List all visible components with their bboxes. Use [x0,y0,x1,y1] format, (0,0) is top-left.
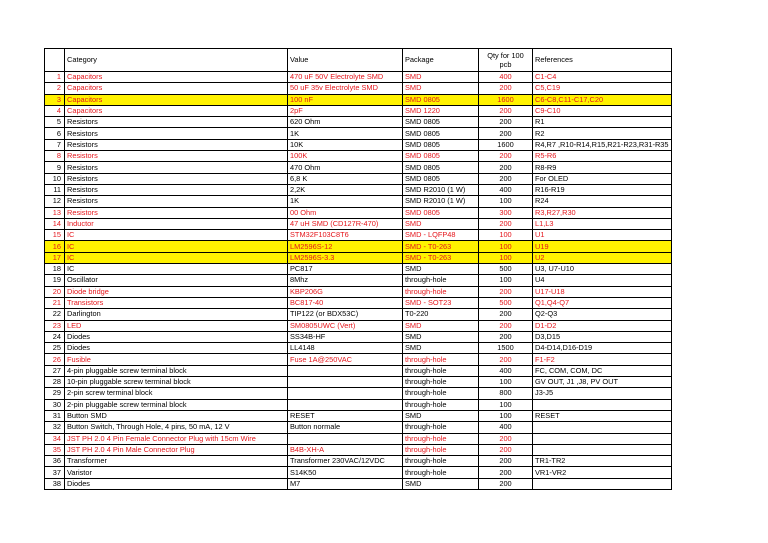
cell-qty: 200 [479,151,533,162]
cell-references: U2 [533,252,672,263]
header-num [45,49,65,72]
cell-references: RESET [533,410,672,421]
table-row [45,354,672,365]
cell-category: Resistors [65,151,288,162]
cell-package: SMD 0805 [403,139,479,150]
table-row [45,162,672,173]
cell-value: LL4148 [288,343,403,354]
cell-qty: 800 [479,388,533,399]
cell-num: 15 [45,230,65,241]
bom-table [44,48,672,490]
cell-references: D1-D2 [533,320,672,331]
table-row [45,365,672,376]
cell-value: LM2596S-3.3 [288,252,403,263]
table-row [45,331,672,342]
table-row [45,151,672,162]
cell-references: R5-R6 [533,151,672,162]
cell-package: T0-220 [403,309,479,320]
cell-value [288,399,403,410]
table-row [45,139,672,150]
cell-package: through-hole [403,456,479,467]
table-row [45,83,672,94]
cell-value: 1K [288,196,403,207]
cell-qty: 500 [479,264,533,275]
cell-value: 8Mhz [288,275,403,286]
cell-package: SMD [403,478,479,489]
cell-num: 36 [45,456,65,467]
cell-value: 470 uF 50V Electrolyte SMD [288,72,403,83]
cell-package: through-hole [403,275,479,286]
cell-package: through-hole [403,388,479,399]
table-row [45,128,672,139]
cell-value: 2pF [288,105,403,116]
cell-references: U1 [533,230,672,241]
cell-value: BC817-40 [288,297,403,308]
header-package: Package [403,49,479,72]
cell-num: 25 [45,343,65,354]
cell-num: 17 [45,252,65,263]
cell-num: 27 [45,365,65,376]
cell-category: Resistors [65,128,288,139]
cell-num: 34 [45,433,65,444]
cell-references [533,444,672,455]
cell-num: 35 [45,444,65,455]
cell-num: 8 [45,151,65,162]
cell-category: Diodes [65,343,288,354]
cell-references: R8-R9 [533,162,672,173]
cell-package: SMD 0805 [403,151,479,162]
table-row [45,230,672,241]
cell-num: 7 [45,139,65,150]
cell-package: SMD [403,410,479,421]
cell-value: 10K [288,139,403,150]
cell-category: Resistors [65,173,288,184]
cell-package: through-hole [403,399,479,410]
cell-value: PC817 [288,264,403,275]
header-value: Value [288,49,403,72]
cell-num: 2 [45,83,65,94]
cell-package: SMD - LQFP48 [403,230,479,241]
table-row [45,173,672,184]
cell-category: Capacitors [65,105,288,116]
table-row [45,184,672,195]
table-row [45,388,672,399]
cell-package: SMD [403,83,479,94]
cell-qty: 200 [479,83,533,94]
cell-qty: 100 [479,196,533,207]
cell-category: Button SMD [65,410,288,421]
cell-qty: 400 [479,72,533,83]
cell-references: C9-C10 [533,105,672,116]
cell-qty: 200 [479,354,533,365]
cell-category: Darlington [65,309,288,320]
cell-qty: 200 [479,444,533,455]
cell-category: 2-pin screw terminal block [65,388,288,399]
cell-value: 1K [288,128,403,139]
table-row [45,377,672,388]
cell-num: 14 [45,218,65,229]
cell-package: SMD - T0-263 [403,241,479,252]
cell-package: through-hole [403,444,479,455]
cell-qty: 1600 [479,139,533,150]
cell-category: Fusible [65,354,288,365]
cell-qty: 500 [479,297,533,308]
cell-value: B4B-XH-A [288,444,403,455]
cell-num: 5 [45,117,65,128]
table-row [45,456,672,467]
cell-num: 16 [45,241,65,252]
cell-package: SMD [403,264,479,275]
cell-category: Inductor [65,218,288,229]
cell-value: 620 Ohm [288,117,403,128]
cell-qty: 200 [479,286,533,297]
cell-category: Resistors [65,117,288,128]
cell-references: Q2-Q3 [533,309,672,320]
cell-num: 38 [45,478,65,489]
cell-references: D4-D14,D16-D19 [533,343,672,354]
cell-num: 21 [45,297,65,308]
cell-package: SMD [403,320,479,331]
cell-category: 10-pin pluggable screw terminal block [65,377,288,388]
table-row [45,94,672,105]
cell-category: Diode bridge [65,286,288,297]
cell-qty: 200 [479,162,533,173]
cell-num: 30 [45,399,65,410]
table-row [45,117,672,128]
table-row [45,252,672,263]
cell-category: Varistor [65,467,288,478]
cell-qty: 100 [479,377,533,388]
cell-num: 6 [45,128,65,139]
cell-qty: 100 [479,399,533,410]
cell-value: Button normale [288,422,403,433]
cell-num: 13 [45,207,65,218]
cell-value: Transformer 230VAC/12VDC [288,456,403,467]
cell-num: 20 [45,286,65,297]
cell-num: 18 [45,264,65,275]
cell-package: through-hole [403,467,479,478]
cell-num: 29 [45,388,65,399]
cell-num: 32 [45,422,65,433]
cell-category: IC [65,230,288,241]
cell-num: 3 [45,94,65,105]
cell-package: SMD R2010 (1 W) [403,196,479,207]
table-row [45,309,672,320]
cell-value: S14K50 [288,467,403,478]
cell-category: Capacitors [65,72,288,83]
cell-references: C6-C8,C11-C17,C20 [533,94,672,105]
cell-qty: 400 [479,184,533,195]
cell-category: Button Switch, Through Hole, 4 pins, 50 mA, 12 V [65,422,288,433]
table-row [45,275,672,286]
table-body [45,72,672,490]
cell-references: C5,C19 [533,83,672,94]
cell-references [533,478,672,489]
cell-num: 28 [45,377,65,388]
cell-qty: 200 [479,478,533,489]
cell-references: R24 [533,196,672,207]
cell-references: R3,R27,R30 [533,207,672,218]
cell-category: IC [65,241,288,252]
table-row [45,410,672,421]
cell-references: J3-J5 [533,388,672,399]
cell-value: 2,2K [288,184,403,195]
cell-category: LED [65,320,288,331]
cell-value: SM0805UWC (Vert) [288,320,403,331]
cell-references [533,422,672,433]
cell-qty: 200 [479,117,533,128]
cell-package: SMD 1220 [403,105,479,116]
table-row [45,196,672,207]
cell-package: SMD 0805 [403,207,479,218]
cell-package: SMD [403,331,479,342]
cell-num: 10 [45,173,65,184]
cell-qty: 100 [479,230,533,241]
header-qty: Qty for 100 pcb [479,49,533,72]
cell-references: U3, U7-U10 [533,264,672,275]
table-row [45,218,672,229]
cell-qty: 100 [479,241,533,252]
cell-category: JST PH 2.0 4 Pin Female Connector Plug with 15cm Wire [65,433,288,444]
cell-package: SMD 0805 [403,128,479,139]
cell-package: through-hole [403,422,479,433]
cell-references: U4 [533,275,672,286]
cell-value: 100K [288,151,403,162]
cell-num: 22 [45,309,65,320]
cell-references: R16-R19 [533,184,672,195]
cell-package: through-hole [403,377,479,388]
header-references: References [533,49,672,72]
cell-references: C1-C4 [533,72,672,83]
table-row [45,320,672,331]
table-row [45,422,672,433]
cell-qty: 200 [479,320,533,331]
cell-qty: 200 [479,467,533,478]
cell-value: Fuse 1A@250VAC [288,354,403,365]
cell-num: 31 [45,410,65,421]
table-row [45,241,672,252]
cell-category: Resistors [65,139,288,150]
cell-value [288,377,403,388]
cell-num: 23 [45,320,65,331]
cell-package: SMD [403,72,479,83]
cell-package: through-hole [403,354,479,365]
cell-package: through-hole [403,365,479,376]
cell-references: U17-U18 [533,286,672,297]
cell-references: R4,R7 ,R10-R14,R15,R21-R23,R31-R35 [533,139,672,150]
cell-category: 4-pin pluggable screw terminal block [65,365,288,376]
cell-value: 100 nF [288,94,403,105]
table-row [45,72,672,83]
cell-category: Resistors [65,184,288,195]
cell-package: SMD [403,343,479,354]
cell-references: FC, COM, COM, DC [533,365,672,376]
cell-qty: 200 [479,309,533,320]
cell-qty: 400 [479,422,533,433]
cell-qty: 200 [479,128,533,139]
table-row [45,399,672,410]
cell-package: SMD 0805 [403,173,479,184]
cell-num: 24 [45,331,65,342]
cell-value: 00 Ohm [288,207,403,218]
cell-references: U19 [533,241,672,252]
cell-qty: 100 [479,275,533,286]
cell-value [288,388,403,399]
cell-qty: 100 [479,252,533,263]
table-row [45,444,672,455]
cell-qty: 200 [479,218,533,229]
table-row [45,105,672,116]
table-row [45,343,672,354]
cell-category: Resistors [65,196,288,207]
cell-value: RESET [288,410,403,421]
cell-category: Transformer [65,456,288,467]
cell-category: Diodes [65,478,288,489]
cell-package: SMD 0805 [403,162,479,173]
cell-category: IC [65,252,288,263]
cell-references: L1,L3 [533,218,672,229]
cell-references: Q1,Q4-Q7 [533,297,672,308]
cell-references [533,399,672,410]
cell-references: R1 [533,117,672,128]
cell-value: TIP122 (or BDX53C) [288,309,403,320]
cell-value: 47 uH SMD (CD127R-470) [288,218,403,229]
cell-num: 11 [45,184,65,195]
cell-references: GV OUT, J1 ,J8, PV OUT [533,377,672,388]
cell-value: M7 [288,478,403,489]
cell-category: JST PH 2.0 4 Pin Male Connector Plug [65,444,288,455]
cell-qty: 200 [479,331,533,342]
cell-references [533,433,672,444]
cell-category: Resistors [65,207,288,218]
cell-qty: 200 [479,456,533,467]
table-row [45,433,672,444]
cell-value: 470 Ohm [288,162,403,173]
cell-category: Capacitors [65,83,288,94]
cell-qty: 100 [479,410,533,421]
cell-references: For OLED [533,173,672,184]
table-row [45,207,672,218]
cell-category: Transistors [65,297,288,308]
cell-category: Oscillator [65,275,288,286]
cell-qty: 1500 [479,343,533,354]
cell-value [288,433,403,444]
cell-references: F1-F2 [533,354,672,365]
header-category: Category [65,49,288,72]
table-row [45,264,672,275]
cell-value: SS34B-HF [288,331,403,342]
cell-references: R2 [533,128,672,139]
cell-category: Resistors [65,162,288,173]
cell-num: 4 [45,105,65,116]
cell-qty: 200 [479,105,533,116]
cell-num: 1 [45,72,65,83]
cell-qty: 1600 [479,94,533,105]
cell-package: through-hole [403,433,479,444]
cell-num: 26 [45,354,65,365]
cell-qty: 200 [479,173,533,184]
table-row [45,478,672,489]
cell-qty: 400 [479,365,533,376]
cell-num: 12 [45,196,65,207]
cell-num: 9 [45,162,65,173]
cell-package: SMD R2010 (1 W) [403,184,479,195]
cell-category: IC [65,264,288,275]
cell-package: SMD [403,218,479,229]
cell-qty: 200 [479,433,533,444]
cell-category: Capacitors [65,94,288,105]
cell-value: KBP206G [288,286,403,297]
cell-value [288,365,403,376]
cell-value: LM2596S-12 [288,241,403,252]
cell-references: VR1-VR2 [533,467,672,478]
table-row [45,297,672,308]
cell-value: 6,8 K [288,173,403,184]
cell-num: 19 [45,275,65,286]
cell-qty: 300 [479,207,533,218]
cell-package: SMD 0805 [403,94,479,105]
table-row [45,467,672,478]
cell-value: STM32F103C8T6 [288,230,403,241]
cell-references: TR1-TR2 [533,456,672,467]
cell-value: 50 uF 35v Electrolyte SMD [288,83,403,94]
cell-package: SMD - SOT23 [403,297,479,308]
cell-references: D3,D15 [533,331,672,342]
cell-package: SMD - T0-263 [403,252,479,263]
cell-package: through-hole [403,286,479,297]
cell-category: 2-pin pluggable screw terminal block [65,399,288,410]
table-row [45,286,672,297]
cell-category: Diodes [65,331,288,342]
cell-package: SMD 0805 [403,117,479,128]
header-row [45,49,672,72]
cell-num: 37 [45,467,65,478]
